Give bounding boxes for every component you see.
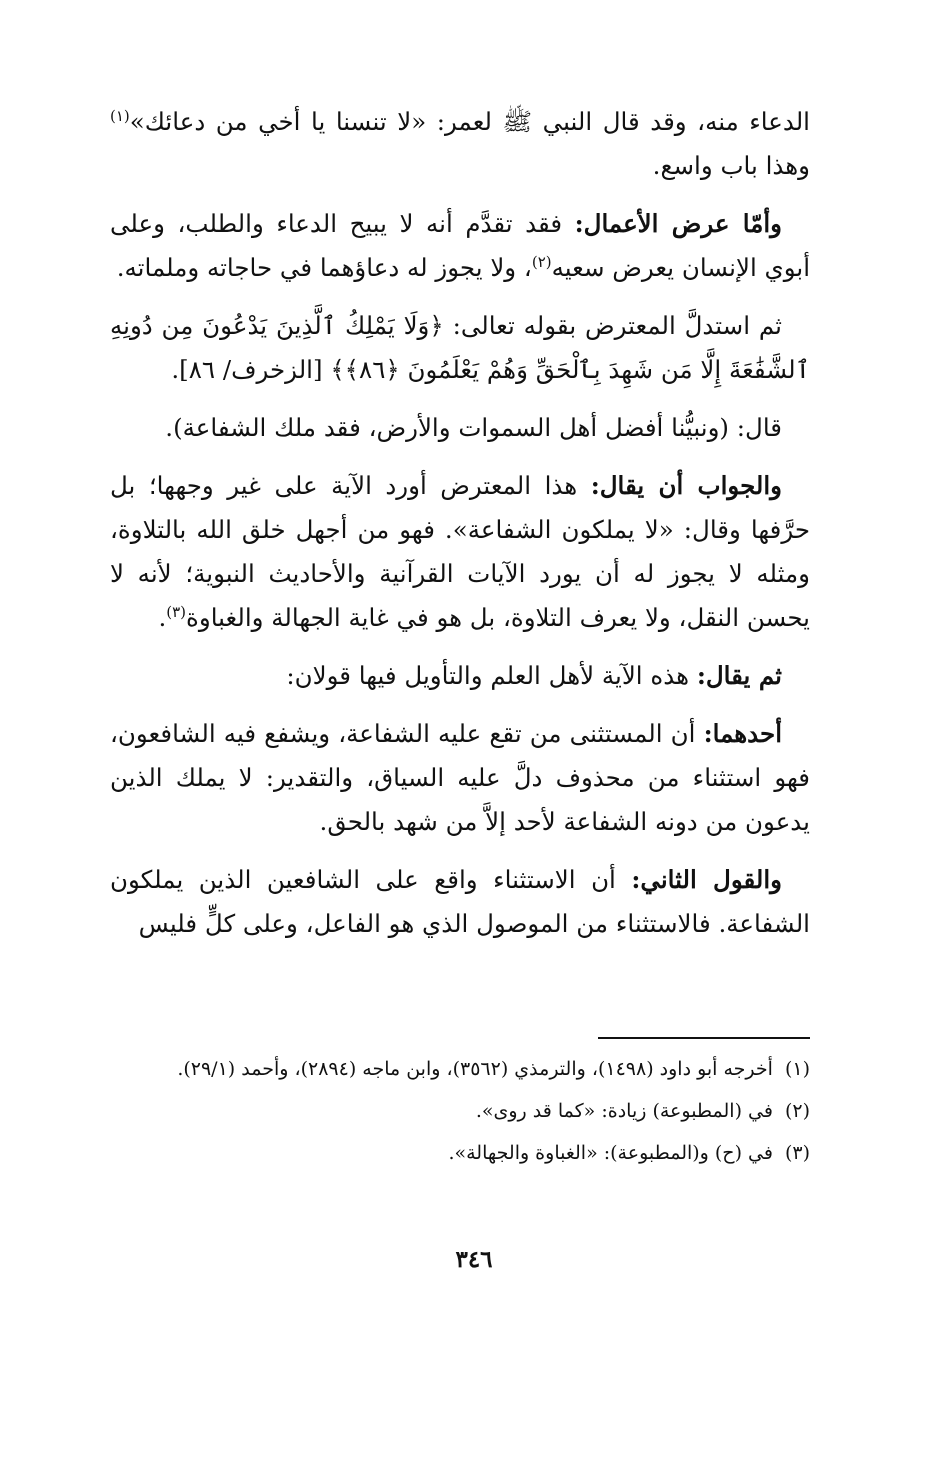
footnote-ref-1[interactable]: (١): [110, 106, 130, 125]
paragraph-4: [110, 406, 810, 450]
paragraph-tail: وهذا باب واسع.: [652, 151, 810, 180]
paragraph-3: [110, 304, 810, 392]
paragraph-text: ثم استدلَّ المعترض بقوله تعالى: ﴿وَلَا يَمْلِكُ ٱلَّذِينَ يَدْعُونَ مِن دُونِهِ ٱلشَّفَٰعَةَ إِلَّا مَن شَهِدَ بِٱلْحَقِّ وَهُمْ يَعْلَمُونَ ﴿٨٦﴾﴾ [الزخرف/ ٨٦].: [110, 311, 810, 384]
footnote-3: [110, 1136, 810, 1170]
footnote-text: في (المطبوعة) زيادة: «كما قد روى».: [475, 1100, 773, 1122]
paragraph-7: [110, 712, 810, 844]
paragraph-lead: ثم يقال:: [696, 661, 782, 690]
main-text: [110, 100, 810, 960]
paragraph-text: هذا المعترض أورد الآية على غير وجهها؛ بل حرَّفها وقال: «لا يملكون الشفاعة». فهو من أجهل خلق الله بالتلاوة، ومثله لا يجوز له أن يورد الآيات القرآنية والأحاديث النبوية؛ لأنه لا يحسن النقل، ولا يعرف التلاوة، بل هو في غاية الجهالة والغباوة: [110, 471, 810, 632]
footnote-1: [110, 1052, 810, 1086]
footnote-number: (٢): [784, 1100, 810, 1122]
footnote-ref-2[interactable]: (٢): [531, 252, 552, 271]
footnotes: [110, 1052, 810, 1178]
paragraph-text: الدعاء منه، وقد قال النبي ﷺ لعمر: «لا تنسنا يا أخي من دعائك»: [129, 107, 810, 136]
footnote-text: في (ح) و(المطبوعة): «الغباوة والجهالة».: [448, 1142, 773, 1164]
paragraph-text: أن المستثنى من تقع عليه الشفاعة، ويشفع فيه الشافعون، فهو استثناء من محذوف دلَّ عليه السياق، والتقدير: لا يملك الذين يدعون من دونه الشفاعة لأحد إلاَّ من شهد بالحق.: [110, 719, 810, 836]
footnote-text: أخرجه أبو داود (١٤٩٨)، والترمذي (٣٥٦٢)، وابن ماجه (٢٨٩٤)، وأحمد (٢٩/١).: [177, 1058, 773, 1080]
paragraph-2: [110, 202, 810, 290]
footnote-ref-3[interactable]: (٣): [166, 602, 187, 621]
paragraph-text: قال: (ونبيُّنا أفضل أهل السموات والأرض، فقد ملك الشفاعة).: [165, 413, 782, 442]
paragraph-1: [110, 100, 810, 188]
paragraph-lead: أحدهما:: [703, 719, 782, 748]
footnote-number: (٣): [784, 1142, 810, 1164]
paragraph-text: هذه الآية لأهل العلم والتأويل فيها قولان:: [286, 661, 697, 690]
paragraph-text: فقد تقدَّم أنه لا يبيح الدعاء والطلب، وعلى أبوي الإنسان يعرض سعيه: [110, 209, 810, 282]
paragraph-tail: .: [158, 603, 167, 632]
paragraph-5: [110, 464, 810, 640]
footnote-2: [110, 1094, 810, 1128]
paragraph-lead: والجواب أن يقال:: [590, 471, 782, 500]
paragraph-lead: وأمّا عرض الأعمال:: [574, 209, 782, 238]
footnote-divider: [598, 1037, 810, 1039]
paragraph-tail: ، ولا يجوز له دعاؤهما في حاجاته وملماته.: [116, 253, 532, 282]
paragraph-6: [110, 654, 810, 698]
page-number: ٣٤٦: [455, 1246, 493, 1273]
footnote-number: (١): [784, 1058, 810, 1080]
paragraph-text: أن الاستثناء واقع على الشافعين الذين يملكون الشفاعة. فالاستثناء من الموصول الذي هو الفاعل، وعلى كلٍّ فليس: [110, 865, 810, 938]
paragraph-8: [110, 858, 810, 946]
paragraph-lead: والقول الثاني:: [631, 865, 782, 894]
